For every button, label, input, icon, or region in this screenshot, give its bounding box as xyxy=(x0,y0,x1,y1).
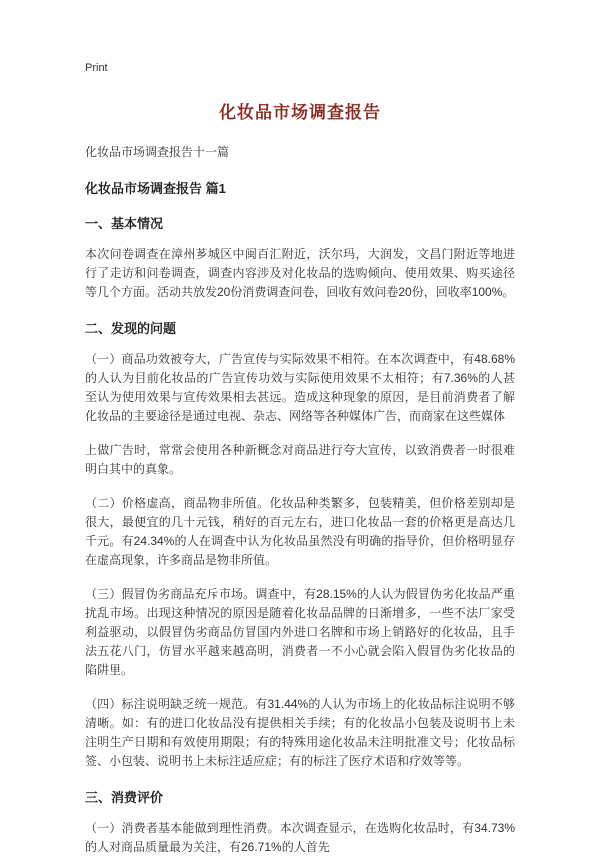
page-title: 化妆品市场调查报告 xyxy=(219,103,381,122)
section-heading-basic-info: 一、基本情况 xyxy=(85,216,164,231)
section-heading-consumer-evaluation: 三、消费评价 xyxy=(85,790,164,805)
paragraph-problem-1-continued: 上做广告时，常常会使用各种新概念对商品进行夸大宣传，以致消费者一时很难明白其中的真象。 xyxy=(85,443,515,476)
paragraph-problem-4-labeling: （四）标注说明缺乏统一规范。有31.44%的人认为市场上的化妆品标注说明不够清晰。如：有的进口化妆品没有提供相关手续；有的化妆品小包装及说明书上未注明生产日期和有效使用期限；有的特殊用途化妆品未注明批准文号；化妆品标签、小包装、说明书上未标注适应症；有的标注了医疗术语和疗效等等。 xyxy=(85,697,515,768)
section-heading-problems-found: 二、发现的问题 xyxy=(85,321,177,336)
article-title: 化妆品市场调查报告 篇1 xyxy=(85,181,226,196)
doc-subtitle: 化妆品市场调查报告十一篇 xyxy=(85,145,230,159)
paragraph-rational-consumption: （一）消费者基本能做到理性消费。本次调查显示，在选购化妆品时，有34.73%的人对商品质量最为关注，有26.71%的人首先 xyxy=(85,821,515,854)
paragraph-survey-overview: 本次问卷调查在漳州芗城区中闽百汇附近，沃尔玛，大润发，文昌门附近等地进行了走访和问卷调查，调查内容涉及对化妆品的选购倾向、使用效果、购买途径等几个方面。活动共放发20份消费调查问卷，回收有效问卷20份，回收率100%。 xyxy=(85,247,515,299)
paragraph-problem-3-counterfeits: （三）假冒伪劣商品充斥市场。调查中，有28.15%的人认为假冒伪劣化妆品严重扰乱市场。出现这种情况的原因是随着化妆品品牌的日渐增多，一些不法厂家受利益驱动，以假冒伪劣商品仿冒国内外进口名牌和市场上销路好的化妆品，且手法五花八门，仿冒水平越来越高明，消费者一不小心就会陷入假冒伪劣化妆品的陷阱里。 xyxy=(85,587,515,677)
paragraph-problem-2-inflated-prices: （二）价格虚高，商品物非所值。化妆品种类繁多，包装精美，但价格差别却是很大，最便宜的几十元钱，稍好的百元左右，进口化妆品一套的价格更是高达几千元。有24.34%的人在调查中认为化妆品虽然没有明确的指导价，但价格明显存在虚高现象，许多商品是物非所值。 xyxy=(85,496,515,567)
print-link[interactable]: Print xyxy=(85,62,108,74)
paragraph-problem-1-exaggerated-ads: （一）商品功效被夸大，广告宣传与实际效果不相符。在本次调查中，有48.68%的人认为目前化妆品的广告宣传功效与实际使用效果不太相符；有7.36%的人甚至认为使用效果与宣传效果相去甚远。造成这种现象的原因，是目前消费者了解化妆品的主要途径是通过电视、杂志、网络等各种媒体广告，而商家在这些媒体 xyxy=(85,352,515,423)
